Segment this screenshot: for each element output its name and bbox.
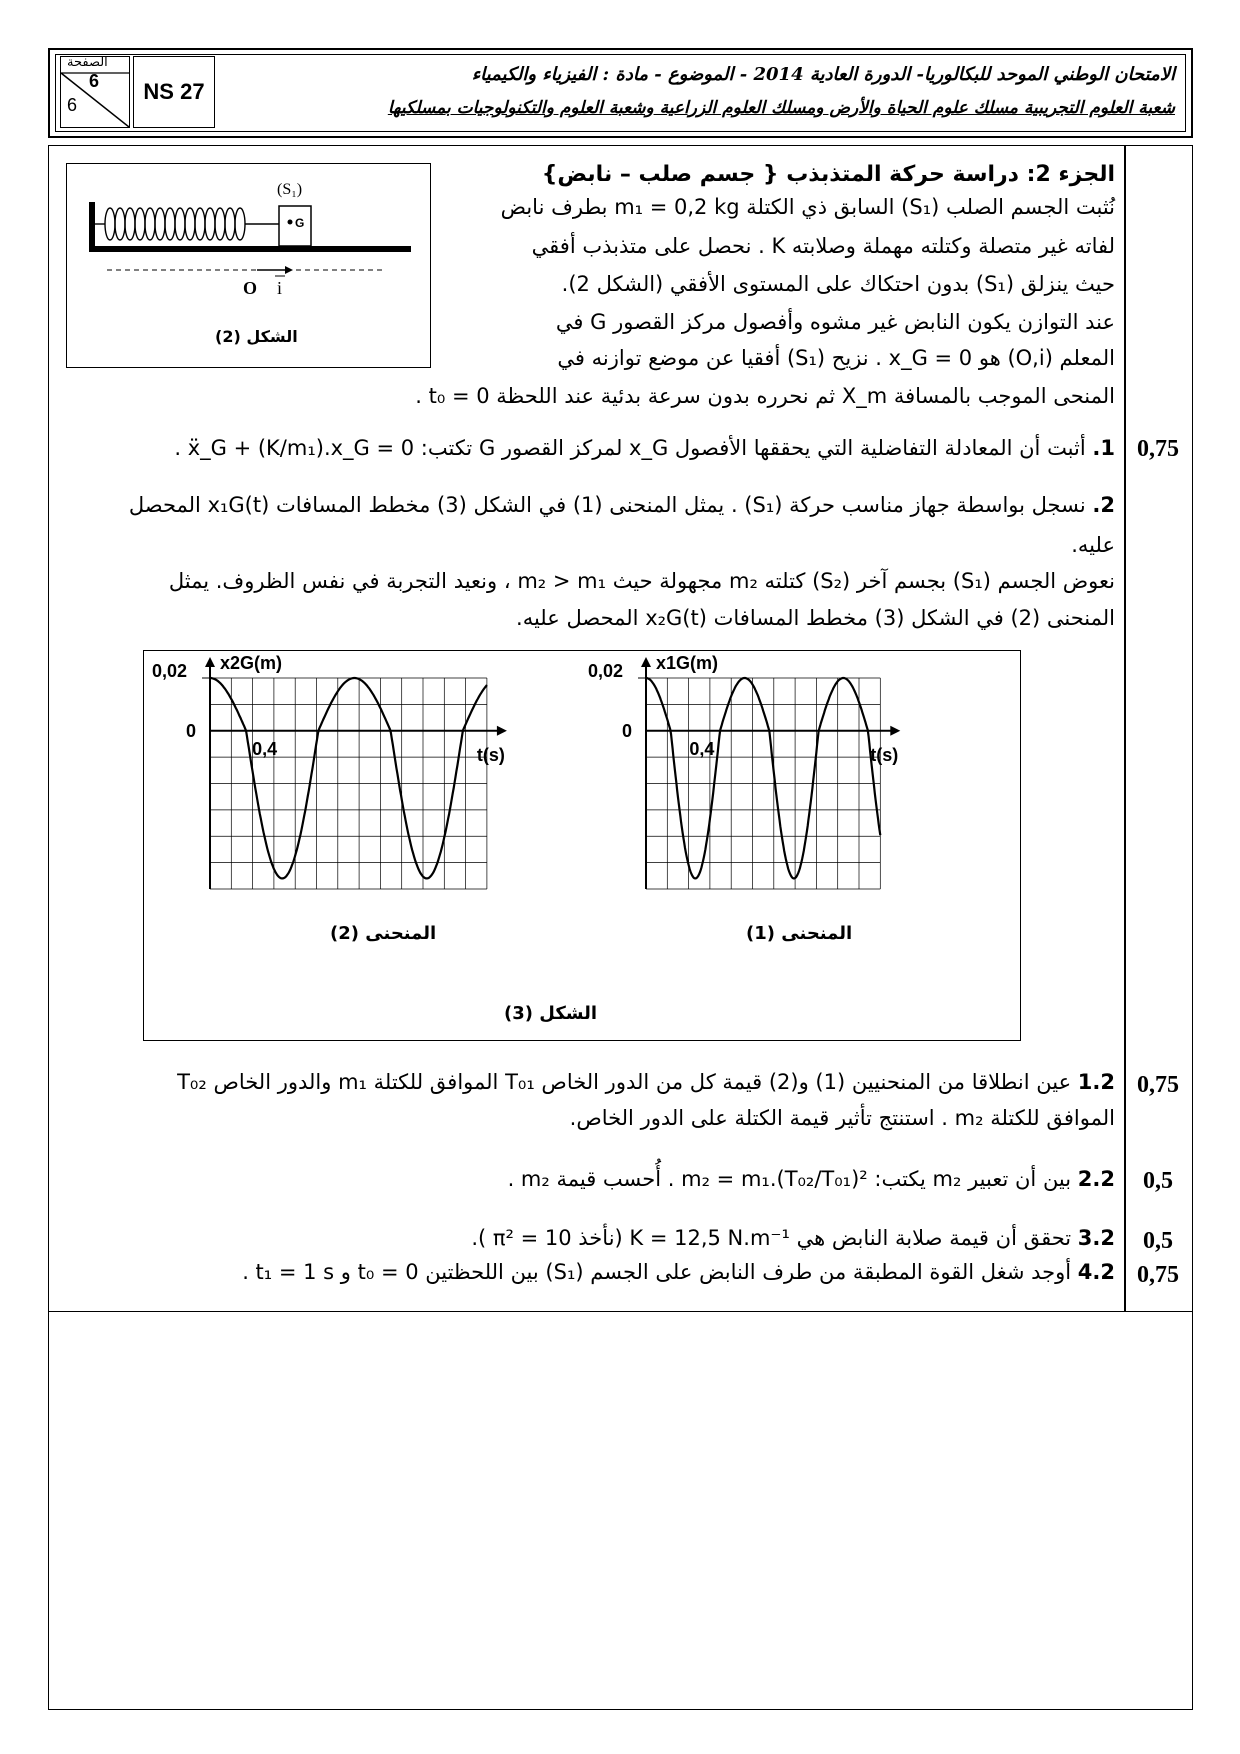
question-4-2-text: أوجد شغل القوة المطبقة من طرف النابض على الجسم (S₁) بين اللحظتين t₀ = 0 و t₁ = 1 s . [242,1260,1072,1284]
question-1-number: 1. [1092,436,1115,460]
page-total: 6 [67,95,78,115]
center-of-mass-dot [288,220,293,225]
g-label: G [295,216,305,230]
intro-line-5: المعلم (O,i) هو x_G = 0 . نزيح (S₁) أفقيا عن موضع توازنه في [557,346,1115,370]
header-title-line2: شعبة العلوم التجريبية مسلك علوم الحياة والأرض ومسلك العلوم الزراعية وشعبة العلوم والتكنولوجيات بمسلكيها [387,98,1175,118]
body-label: (S₁) [277,181,303,198]
figure-3-box [143,650,1021,1041]
part-title: الجزء 2: دراسة حركة المتذبذب { جسم صلب – نابض} [541,162,1115,187]
score-q2-2: 0,5 [1143,1168,1173,1194]
question-2-text-1: نسجل بواسطة جهاز مناسب حركة (S₁) . يمثل المنحنى (1) في الشكل (3) مخطط المسافات x₁G(t) المحصل [128,493,1086,517]
header-title-line1: الامتحان الوطني الموحد للبكالوريا- الدورة العادية 2014 - الموضوع - مادة : الفيزياء والكيمياء [471,64,1175,85]
question-1 [174,436,1115,460]
question-2-number: 2. [1092,493,1115,517]
question-1-2-line-2: الموافق للكتلة m₂ . استنتج تأثير قيمة الكتلة على الدور الخاص. [569,1106,1115,1130]
score-column-line [1124,145,1126,1311]
curve-2-x-label: t(s) [476,744,505,765]
vector-label: i [277,278,283,298]
intro-line-3: حيث ينزلق (S₁) بدون احتكاك على المستوى الأفقي (الشكل 2). [561,272,1115,296]
spring-coils [95,208,279,240]
question-4-2-number: 4.2 [1077,1260,1115,1284]
page-number: 6 [89,71,100,91]
figure-2-caption: الشكل (2) [215,327,298,346]
curve-1-y-axis-arrow [641,657,651,667]
page-number-box [60,56,130,128]
spring-mass-diagram [67,164,429,366]
question-3-2 [471,1226,1115,1250]
score-q4-2: 0,75 [1137,1262,1179,1288]
intro-line-1: نُثبت الجسم الصلب (S₁) السابق ذي الكتلة m₁ = 0,2 kg بطرف نابض [500,195,1115,219]
question-2-line-2: عليه. [1071,533,1115,557]
question-2-2-text: بين أن تعبير m₂ يكتب: m₂ = m₁.(T₀₂/T₀₁)² . أُحسب قيمة m₂ . [507,1167,1072,1191]
curve-2-y-tick-label: 0,02 [152,660,188,681]
question-1-2-line-1 [177,1070,1115,1094]
curve-1-caption: المنحنى (1) [746,923,853,944]
figure-3-caption: الشكل (3) [504,1003,598,1024]
exam-code: NS 27 [133,56,215,128]
curve-2-zero-label: 0 [186,720,197,741]
curve-1-x-label: t(s) [870,744,899,765]
curve-2-y-axis-arrow [205,657,215,667]
figure-2-box [66,163,431,368]
curve-2-y-label: x2G(m) [220,653,283,673]
curve-2-x-tick-label: 0,4 [252,738,278,759]
intro-line-6: المنحى الموجب بالمسافة X_m ثم نحرره بدون سرعة بدئية عند اللحظة t₀ = 0 . [415,384,1115,408]
curve-1-sinusoid [646,678,880,878]
intro-line-2: لفاته غير متصلة وكتلته مهملة وصلابته K . نحصل على متذبذب أفقي [531,234,1115,258]
question-1-2-text-1: عين انطلاقا من المنحنيين (1) و(2) قيمة كل من الدور الخاص T₀₁ الموافق للكتلة m₁ والدور الخاص T₀₂ [177,1070,1072,1094]
question-2-line-3: نعوض الجسم (S₁) بجسم آخر (S₂) كتلته m₂ مجهولة حيث m₂ > m₁ ، ونعيد التجربة في نفس الظروف. يمثل [168,569,1115,593]
curve-2-caption: المنحنى (2) [330,923,437,944]
curve-1-x-tick-label: 0,4 [689,738,715,759]
question-2-line-1 [129,493,1115,517]
question-3-2-text: تحقق أن قيمة صلابة النابض هي K = 12,5 N.m⁻¹ (نأخذ π² = 10 ). [471,1226,1072,1250]
question-1-2-number: 1.2 [1077,1070,1115,1094]
score-q3-2: 0,5 [1143,1228,1173,1254]
question-2-2-number: 2.2 [1077,1167,1115,1191]
question-4-2 [242,1260,1115,1284]
score-q1-2: 0,75 [1137,1072,1179,1098]
origin-label: O [243,278,258,298]
curve-1-y-label: x1G(m) [656,653,719,673]
curve-2-sinusoid [210,678,487,878]
question-2-2 [508,1167,1115,1191]
figure-3-graphs [144,651,1019,1039]
content-divider [48,1311,1193,1312]
curve-1-y-tick-label: 0,02 [588,660,624,681]
score-q1: 0,75 [1137,436,1179,462]
intro-line-4: عند التوازن يكون النابض غير مشوه وأفصول مركز القصور G في [555,310,1115,334]
question-3-2-number: 3.2 [1077,1226,1115,1250]
page-label: الصفحة [67,55,108,70]
question-2-line-4: المنحنى (2) في الشكل (3) مخطط المسافات x₂G(t) المحصل عليه. [516,606,1115,630]
curve-1-x-axis-arrow [890,726,900,736]
question-1-text: أثبت أن المعادلة التفاضلية التي يحققها الأفصول x_G لمركز القصور G تكتب: ẍ_G + (K/m₁).x_G = 0 . [174,436,1086,460]
curve-2-x-axis-arrow [497,726,507,736]
curve-1-zero-label: 0 [622,720,633,741]
